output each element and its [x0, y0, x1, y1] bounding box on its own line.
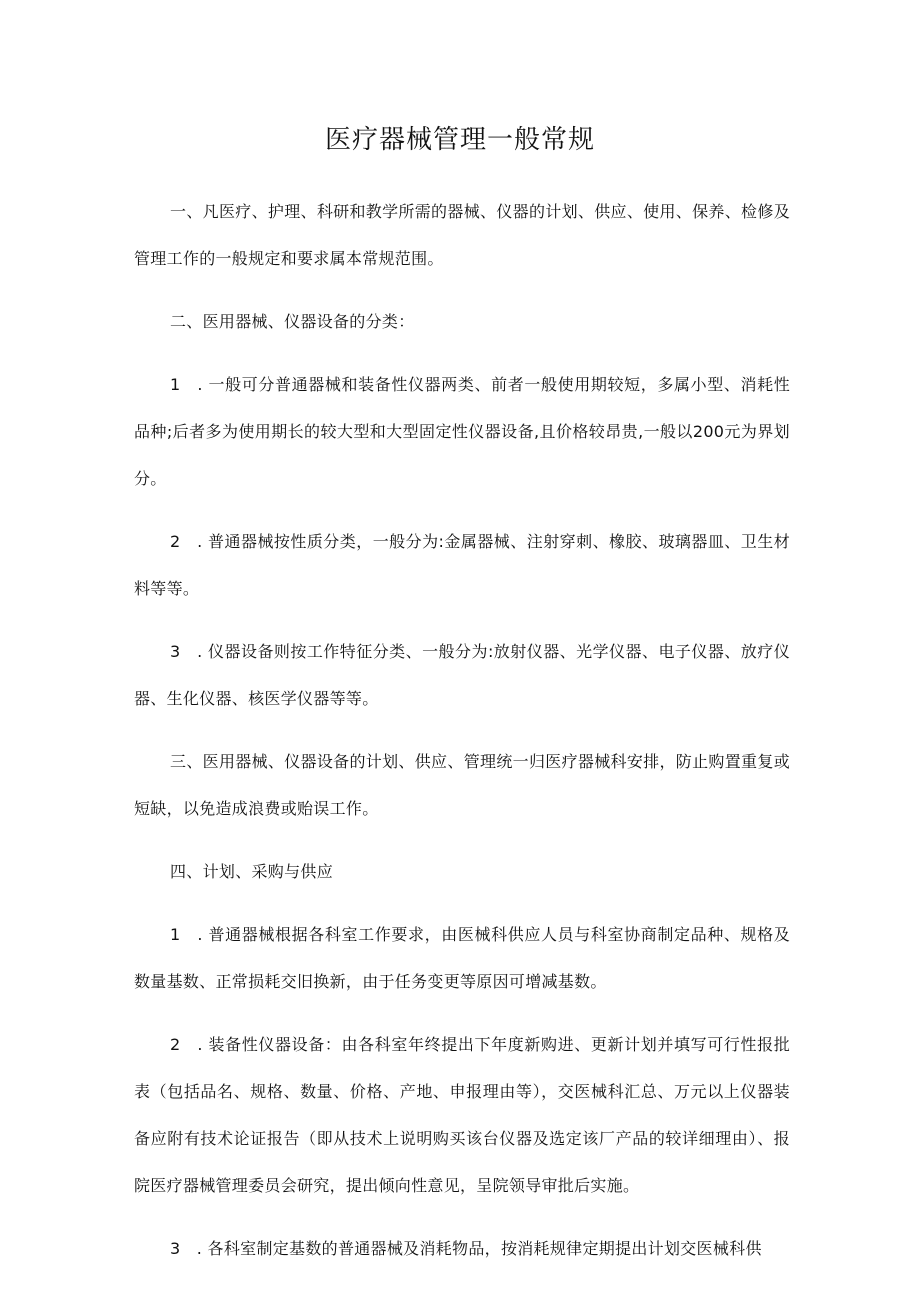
paragraph-classification-3: 3 . 仪器设备则按工作特征分类、一般分为:放射仪器、光学仪器、电子仪器、放疗仪器、生化仪器、核医学仪器等等。 [134, 642, 790, 708]
paragraph-scope: 一、凡医疗、护理、科研和教学所需的器械、仪器的计划、供应、使用、保养、检修及管理工作的一般规定和要求属本常规范围。 [134, 202, 790, 268]
paragraph-classification-2: 2 . 普通器械按性质分类，一般分为:金属器械、注射穿刺、橡胶、玻璃器皿、卫生材料等等。 [134, 532, 790, 598]
paragraph-procurement-heading: 四、计划、采购与供应 [170, 862, 334, 881]
paragraph-procurement-1: 1 . 普通器械根据各科室工作要求，由医械科供应人员与科室协商制定品种、规格及数量基数、正常损耗交旧换新，由于任务变更等原因可增减基数。 [134, 925, 790, 991]
paragraph-classification-1: 1 . 一般可分普通器械和装备性仪器两类、前者一般使用期较短，多属小型、消耗性品种;后者多为使用期长的较大型和大型固定性仪器设备,且价格较昂贵,一般以200元为界划分。 [134, 375, 790, 488]
document-title: 医疗器械管理一般常规 [324, 125, 595, 155]
document-body [134, 188, 790, 1288]
paragraph-management: 三、医用器械、仪器设备的计划、供应、管理统一归医疗器械科安排，防止购置重复或短缺，以免造成浪费或贻误工作。 [134, 752, 790, 818]
paragraph-procurement-3: 3 . 各科室制定基数的普通器械及消耗物品，按消耗规律定期提出计划交医械科供 [170, 1239, 762, 1258]
paragraph-classification-heading: 二、医用器械、仪器设备的分类： [170, 312, 415, 331]
paragraph-procurement-2: 2 . 装备性仪器设备：由各科室年终提出下年度新购进、更新计划并填写可行性报批表（包括品名、规格、数量、价格、产地、申报理由等），交医械科汇总、万元以上仪器装备应附有技术论证报告（即从技术上说明购买该台仪器及选定该厂产品的较详细理由）、报院医疗器械管理委员会研究，提出倾向性意见，呈院领导审批后实施。 [134, 1035, 790, 1195]
